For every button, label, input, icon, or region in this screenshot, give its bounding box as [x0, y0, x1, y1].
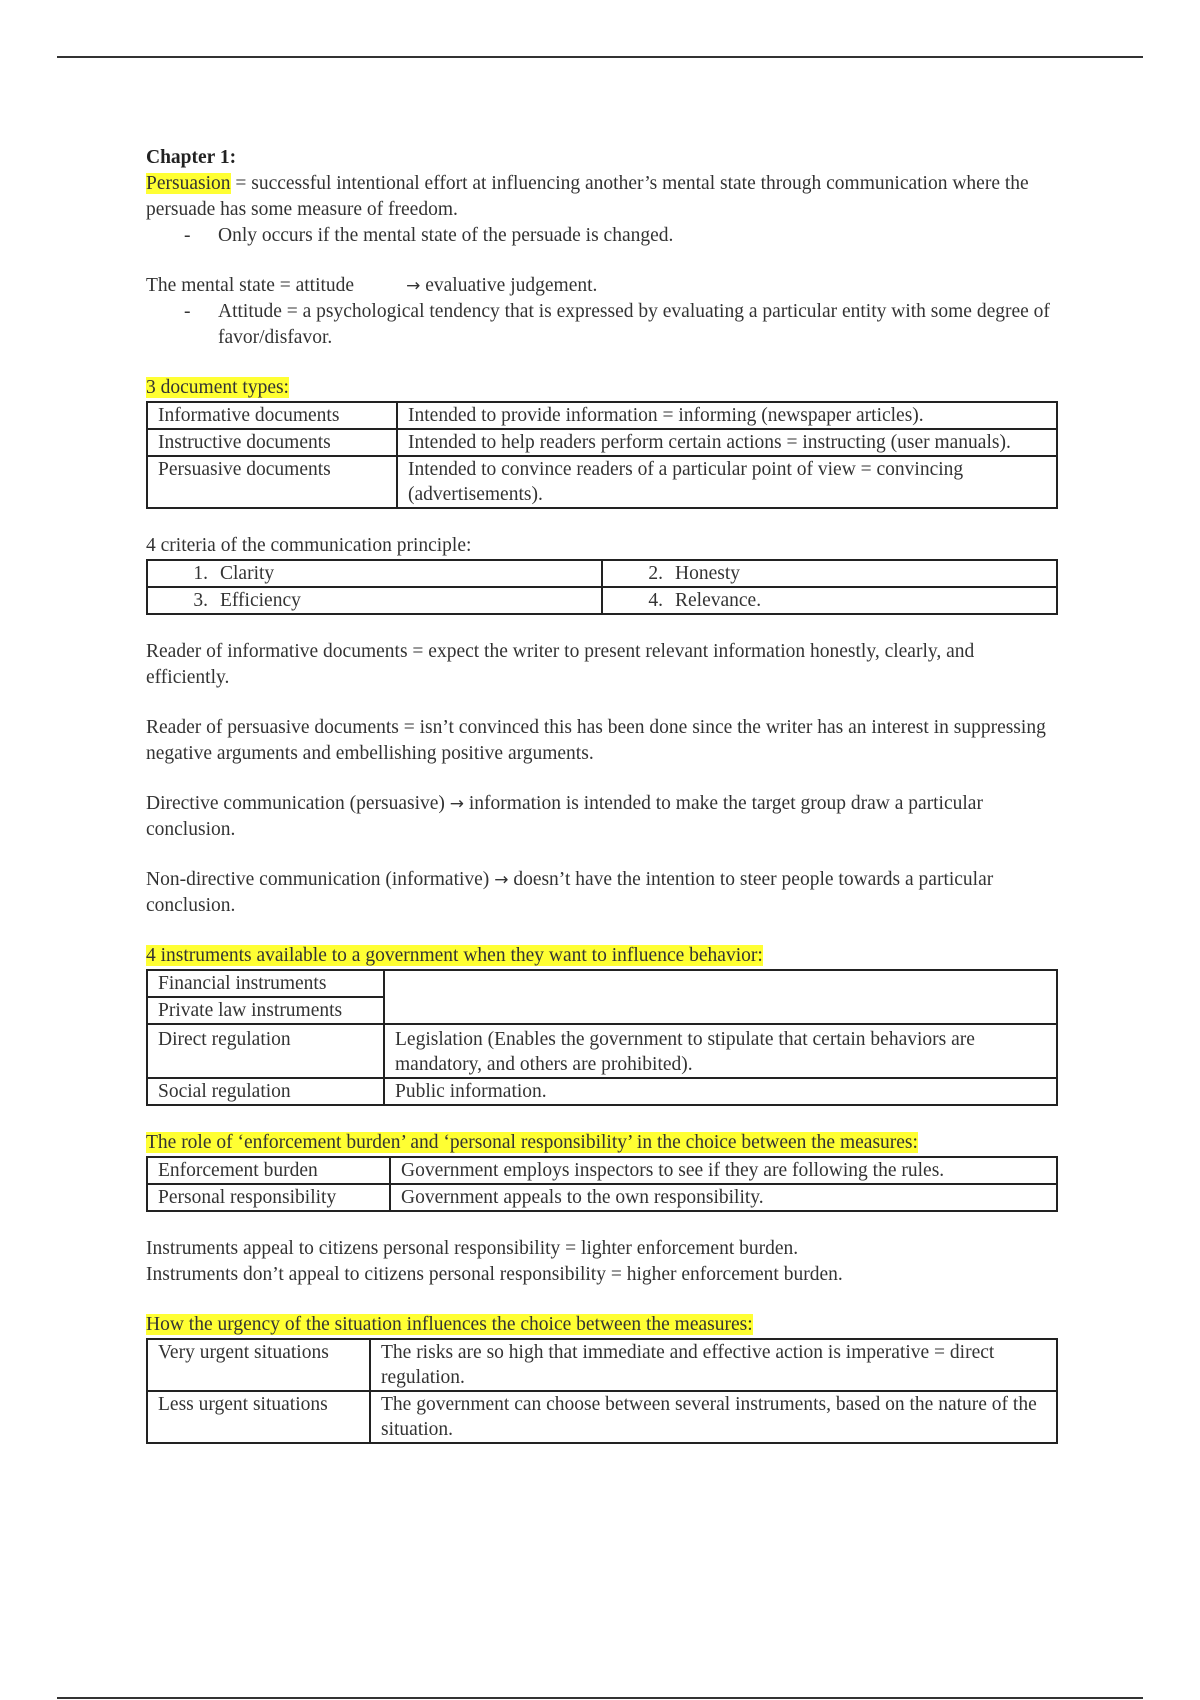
table-cell-label: Informative documents — [147, 402, 397, 429]
criteria-item — [147, 560, 602, 587]
informative-reader-paragraph: Reader of informative documents = expect the writer to present relevant information honestly, clearly, and efficiently. — [146, 641, 975, 688]
table-row — [147, 587, 1057, 614]
table-row — [147, 1157, 1057, 1184]
list-number: 2. — [648, 563, 663, 584]
instruments-table — [146, 969, 1058, 1106]
enforcement-table — [146, 1156, 1058, 1212]
table-cell-desc: Intended to convince readers of a particular point of view = convincing (advertisements). — [397, 456, 1057, 508]
directive-paragraph — [146, 791, 1058, 843]
criteria-label: Relevance. — [675, 590, 762, 611]
nondirective-paragraph — [146, 867, 1058, 919]
list-number: 1. — [193, 563, 208, 584]
table-cell-desc: Public information. — [384, 1078, 1057, 1105]
urgency-heading — [146, 1312, 1058, 1338]
persuasion-definition-text: = successful intentional effort at influencing another’s mental state through communication where the persuade has some measure of freedom. — [146, 173, 1029, 220]
persuasive-reader-paragraph: Reader of persuasive documents = isn’t convinced this has been done since the writer has an interest in suppressing negative arguments and embellishing positive arguments. — [146, 717, 1046, 764]
arrow-icon: → — [449, 794, 465, 814]
table-cell-label: Enforcement burden — [147, 1157, 390, 1184]
list-number: 4. — [648, 590, 663, 611]
criteria-table — [146, 559, 1058, 615]
persuasion-definition — [146, 171, 1058, 223]
directive-text: information is intended to make the target group draw a particular conclusion. — [146, 793, 983, 840]
table-row — [147, 429, 1057, 456]
table-row — [147, 1391, 1057, 1443]
attitude-bullet: - Attitude = a psychological tendency that is expressed by evaluating a particular entity with some degree of favor/disfavor. — [184, 301, 1050, 348]
table-cell-label: Private law instruments — [147, 997, 384, 1024]
doc-types-table — [146, 401, 1058, 509]
mental-state-judgement: evaluative judgement. — [425, 275, 598, 296]
table-cell-desc: Intended to provide information = informing (newspaper articles). — [397, 402, 1057, 429]
table-cell-desc: The government can choose between several instruments, based on the nature of the situation. — [370, 1391, 1057, 1443]
table-row — [147, 1024, 1057, 1078]
nondirective-term: Non-directive communication (informative) — [146, 869, 490, 890]
doc-types-heading — [146, 375, 1058, 401]
table-cell-desc: The risks are so high that immediate and effective action is imperative = direct regulation. — [370, 1339, 1057, 1391]
criteria-heading: 4 criteria of the communication principle: — [146, 535, 472, 556]
table-cell-label: Social regulation — [147, 1078, 384, 1105]
instruments-heading-text: 4 instruments available to a government when they want to influence behavior: — [146, 945, 763, 966]
criteria-item — [602, 587, 1057, 614]
arrow-icon: → — [494, 870, 509, 890]
table-cell-label: Very urgent situations — [147, 1339, 370, 1391]
table-cell-desc: Intended to help readers perform certain actions = instructing (user manuals). — [397, 429, 1057, 456]
table-cell-desc: Government appeals to the own responsibility. — [390, 1184, 1057, 1211]
urgency-heading-text: How the urgency of the situation influences the choice between the measures: — [146, 1314, 753, 1335]
persuasion-bullet: - Only occurs if the mental state of the persuade is changed. — [184, 225, 674, 246]
criteria-item — [602, 560, 1057, 587]
enforcement-heading — [146, 1130, 1058, 1156]
table-cell-label: Financial instruments — [147, 970, 384, 997]
persuasion-term: Persuasion — [146, 173, 231, 194]
chapter-title: Chapter 1: — [146, 147, 237, 168]
table-row — [147, 402, 1057, 429]
list-number: 3. — [193, 590, 208, 611]
directive-term: Directive communication (persuasive) — [146, 793, 445, 814]
table-cell-label: Direct regulation — [147, 1024, 384, 1078]
table-cell-desc: Government employs inspectors to see if they are following the rules. — [390, 1157, 1057, 1184]
urgency-table — [146, 1338, 1058, 1444]
table-cell-label: Persuasive documents — [147, 456, 397, 508]
mental-state-line — [146, 273, 1058, 299]
criteria-item — [147, 587, 602, 614]
criteria-label: Efficiency — [220, 590, 301, 611]
footer-rule — [57, 1697, 1143, 1699]
criteria-label: Honesty — [675, 563, 740, 584]
table-cell-label: Instructive documents — [147, 429, 397, 456]
table-row — [147, 456, 1057, 508]
instruments-heading — [146, 943, 1058, 969]
nondirective-text: doesn’t have the intention to steer people towards a particular conclusion. — [146, 869, 994, 916]
table-row — [147, 1078, 1057, 1105]
table-cell-label: Less urgent situations — [147, 1391, 370, 1443]
table-row — [147, 560, 1057, 587]
enforcement-heading-text: The role of ‘enforcement burden’ and ‘personal responsibility’ in the choice between the measures: — [146, 1132, 918, 1153]
criteria-label: Clarity — [220, 563, 275, 584]
enforcement-line-1: Instruments appeal to citizens personal responsibility = lighter enforcement burden. — [146, 1238, 799, 1259]
table-row — [147, 970, 1057, 997]
enforcement-line-2: Instruments don’t appeal to citizens personal responsibility = higher enforcement burden. — [146, 1264, 843, 1285]
table-cell-label: Personal responsibility — [147, 1184, 390, 1211]
attitude-bullet-text: Attitude = a psychological tendency that is expressed by evaluating a particular entity with some degree of favor/disfavor. — [218, 301, 1050, 348]
table-row — [147, 1339, 1057, 1391]
persuasion-bullet-text: Only occurs if the mental state of the persuade is changed. — [218, 225, 674, 246]
table-cell-desc — [384, 970, 1057, 1024]
header-rule — [57, 56, 1143, 58]
document-body — [146, 145, 1058, 1444]
mental-state-text: The mental state = attitude — [146, 275, 355, 296]
arrow-icon: → — [406, 276, 421, 296]
table-row — [147, 1184, 1057, 1211]
table-cell-desc: Legislation (Enables the government to stipulate that certain behaviors are mandatory, and others are prohibited). — [384, 1024, 1057, 1078]
doc-types-heading-text: 3 document types: — [146, 377, 289, 398]
